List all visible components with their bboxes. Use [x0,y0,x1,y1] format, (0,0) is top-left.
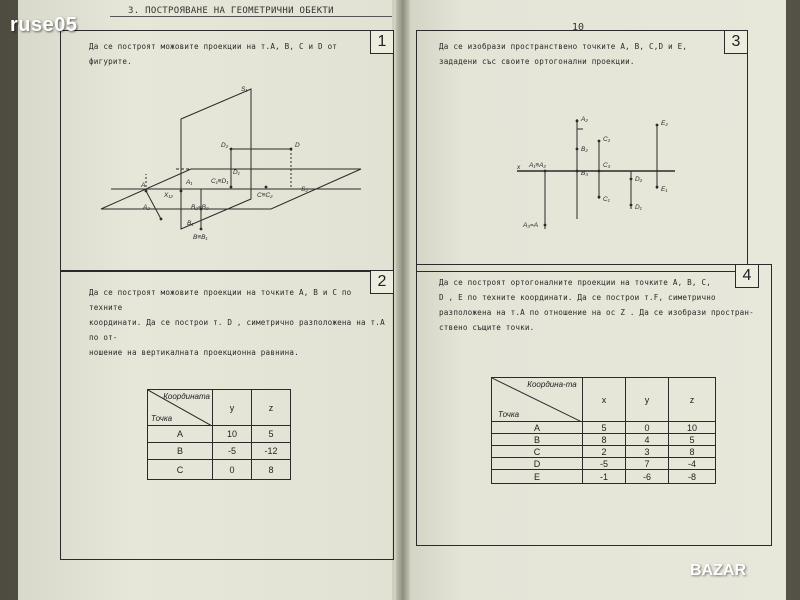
figure-label: B₂=B₃ [191,204,209,211]
figure-label: E₂ [661,120,668,127]
text-line: Да се построят можовите проекции на точките А, В и С по техните [89,288,352,312]
table-row [148,443,291,460]
figure-label: C₃ [603,162,611,169]
coordinate-table [491,377,716,484]
figure-label: B≡B₁ [193,234,208,241]
table-row [492,458,716,470]
figure-label: D₂ [635,176,643,183]
running-head-rule [110,16,392,17]
text-line: D , Е по техните координати. Да се построи т.F, симетрично [439,293,716,302]
figure-label: C≡C₂ [257,192,273,199]
figure-label: B₁ [187,220,194,227]
panel-number: 4 [735,264,759,288]
panel-4-text [439,275,759,335]
cell-value: 10 [213,426,252,443]
projection-planes-figure [61,79,391,269]
panel-number: 2 [370,270,394,294]
panel-2-text [89,285,385,360]
cell-value: 5 [669,434,716,446]
figure-label: A₁ [186,179,193,186]
text-line: ствено същите точки. [439,323,535,332]
row-point: C [148,460,213,480]
figure-label: B₃ [581,170,588,177]
row-point: E [492,470,583,484]
orthogonal-projections-figure [417,79,745,269]
figure-label: C₁≡D₁ [211,178,229,185]
table-row [492,422,716,434]
figure-label: A₂ [581,116,588,123]
book-gutter [396,0,410,600]
cell-value: 8 [669,446,716,458]
cell-value: 0 [626,422,669,434]
figure-label: A₁≡A₂ [529,162,546,169]
column-header: z [669,378,716,422]
cell-value: -5 [213,443,252,460]
row-point: A [148,426,213,443]
column-header: y [626,378,669,422]
row-point: A [492,422,583,434]
cell-value: 2 [583,446,626,458]
cell-value: -12 [252,443,291,460]
text-line: разположена на т.А по отношение на ос Z . Да се изобрази простран- [439,308,754,317]
cell-value: -5 [583,458,626,470]
text-line: ношение на вертикалната проекционна равнина. [89,348,299,357]
table-row [148,426,291,443]
cell-value: 0 [213,460,252,480]
watermark-logo: ruse05 [10,14,78,36]
table-row [492,470,716,484]
cell-value: 5 [583,422,626,434]
cell-value: 5 [252,426,291,443]
figure-label: S₂ [301,186,308,193]
coordinate-table [147,389,291,480]
cell-value: -4 [669,458,716,470]
cell-value: -1 [583,470,626,484]
header-coordinate: Координата [163,392,210,401]
cell-value: -8 [669,470,716,484]
figure-label: X₁₂ [164,192,173,199]
figure-label: B₂ [581,146,588,153]
table-row [492,434,716,446]
text-line: фигурите. [89,57,132,66]
footer-logo: BAZAR [690,562,746,579]
figure-label: x [517,164,521,171]
row-point: B [492,434,583,446]
text-line: Да се построят ортогоналните проекции на точките А, В, С, [439,278,711,287]
table-header-diagonal [492,378,583,422]
figure-label: D₁ [635,204,642,211]
row-point: C [492,446,583,458]
column-header: z [252,390,291,426]
cell-value: 8 [252,460,291,480]
exercise-panel-3 [416,30,748,272]
text-line: Да се изобрази пространствено точките А, В, С,D и Е, [439,42,688,51]
panel-1-text [89,39,379,69]
header-point: Точка [151,414,173,423]
page-number: 10 [572,22,585,33]
row-point: B [148,443,213,460]
text-line: Да се построят можовите проекции на т.А, В, С и D от [89,42,338,51]
table-row [148,460,291,480]
cell-value: 7 [626,458,669,470]
figure-label: C₂ [603,136,611,143]
cell-value: 10 [669,422,716,434]
figure-label: A [141,182,146,189]
panel-number: 1 [370,30,394,54]
figure-label: C₁ [603,196,610,203]
panel-3-text [439,39,729,69]
cell-value: -6 [626,470,669,484]
table-header-diagonal [148,390,213,426]
header-point: Точка [498,410,520,419]
figure-label: A₂ [143,204,150,211]
exercise-panel-2 [60,270,394,560]
column-header: y [213,390,252,426]
column-header: x [583,378,626,422]
figure-label: A₃=A [523,222,539,229]
text-line: координати. Да се построи т. D , симетрично разположена на т.А по от- [89,318,385,342]
figure-label: E₁ [661,186,668,193]
row-point: D [492,458,583,470]
figure-label: D₁ [233,169,240,176]
panel-number: 3 [724,30,748,54]
header-coordinate: Координа-та [527,380,577,389]
cell-value: 8 [583,434,626,446]
cell-value: 3 [626,446,669,458]
table-row [492,446,716,458]
running-head: 3. ПОСТРОЯВАНЕ НА ГЕОМЕТРИЧНИ ОБЕКТИ [128,6,334,16]
figure-label: D [295,142,300,149]
cell-value: 4 [626,434,669,446]
exercise-panel-4 [416,264,772,546]
text-line: зададени със своите ортогонални проекции. [439,57,635,66]
exercise-panel-1 [60,30,394,272]
figure-label: D₂ [221,142,229,149]
figure-label: S₁ [241,86,248,93]
